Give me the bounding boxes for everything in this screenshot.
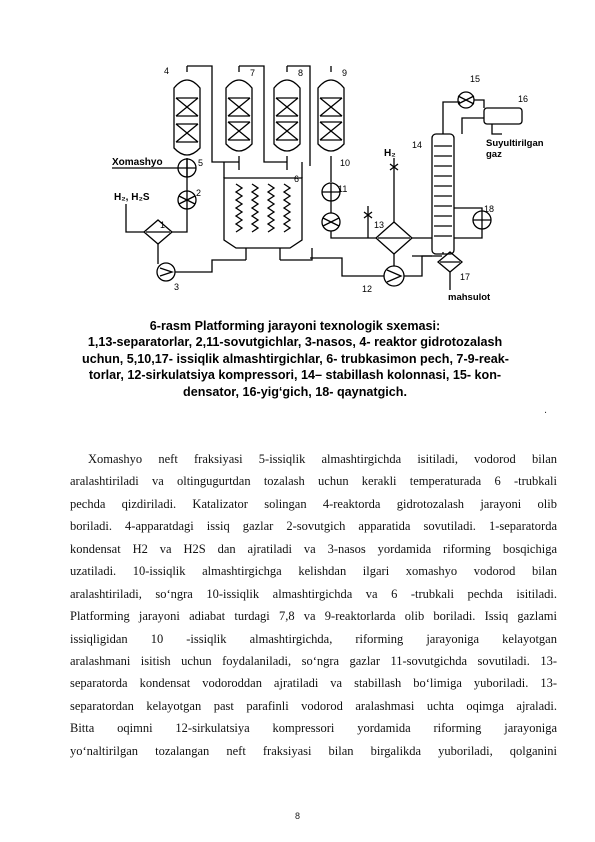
num-11: 11 <box>338 184 348 194</box>
caption-line: densator, 16-yig‘gich, 18- qaynatgich. <box>183 384 407 399</box>
process-scheme-diagram <box>112 62 558 312</box>
text-line: Xomashyo neft fraksiyasi 5-issiqlik almashtirgichda isitiladi, vodorod bilan <box>88 452 557 466</box>
text-line: aralashmani isitish uchun foydalaniladi, so‘ngra gazlar 11-sovutgichda sovutiladi. 13- <box>70 653 557 668</box>
num-1: 1 <box>160 220 166 230</box>
text-line: separatorda kondensat vodoroddan ajratiladi va stabillash bo‘limiga yuboriladi. 13- <box>70 676 557 691</box>
num-7: 7 <box>250 68 256 78</box>
num-8: 8 <box>298 68 304 78</box>
num-3: 3 <box>174 282 180 292</box>
condenser-15 <box>458 92 484 108</box>
num-6: 6 <box>294 174 300 184</box>
reactor-7 <box>226 66 252 170</box>
collector-16 <box>462 108 522 134</box>
figure-caption <box>82 318 508 400</box>
cooler-11 <box>322 201 352 238</box>
heat-exchanger-17 <box>438 252 462 290</box>
feed-label: Xomashyo <box>112 157 163 168</box>
product-label: mahsulot <box>448 292 491 303</box>
pump-3 <box>157 244 246 281</box>
corner-mark: . <box>544 404 548 416</box>
num-18: 18 <box>484 204 495 214</box>
h2-h2s-label: H₂, H₂S <box>114 192 150 203</box>
num-16: 16 <box>518 94 529 104</box>
num-5: 5 <box>198 158 204 168</box>
num-4: 4 <box>164 66 170 76</box>
caption-title: 6-rasm Platforming jarayoni texnologik sxemasi: <box>149 319 441 333</box>
text-line: issiqligidan 10 -issiqlik almashtirgichda, riforming jarayoniga kelayotgan <box>70 631 557 646</box>
num-10: 10 <box>340 158 351 168</box>
text-line: boriladi. 4-apparatdagi issiq gazlar 2-sovutgich apparatida sovutiladi. 1-separatorda <box>70 519 557 534</box>
tube-furnace-6 <box>224 162 302 260</box>
h2-label: H₂ <box>384 148 396 159</box>
caption-line: torlar, 12-sirkulatsiya kompressori, 14– stabillash kolonnasi, 15- kon- <box>88 368 502 383</box>
num-14: 14 <box>412 140 423 150</box>
compressor-12 <box>310 254 442 286</box>
text-line: separatordan kelayotgan past parafinli vodorod aralashmasi uchta oqimga ajraladi. <box>70 698 557 713</box>
body-paragraph <box>70 448 557 762</box>
num-2: 2 <box>196 188 202 198</box>
separator-1 <box>126 204 187 244</box>
text-line: aralashtiriladi, so‘ngra 10-issiqlik almashtirgichda va 6 -trubkali pechda isitiladi. <box>70 586 557 601</box>
caption-line: uchun, 5,10,17- issiqlik almashtirgichlar, 6- trubkasimon pech, 7-9-reak- <box>82 351 509 366</box>
gas-label: gaz <box>486 149 502 160</box>
text-line: uzatiladi. 10-issiqlik almashtirgichga kelishdan ilgari xomashyo vodorod bilan <box>70 564 557 579</box>
text-line: aralashtiriladi va oltingugurtdan tozalash uchun kerakli temperaturada 6 -trubkali <box>70 474 557 489</box>
separator-13 <box>352 158 412 254</box>
num-17: 17 <box>460 272 471 282</box>
text-line: Platforming jarayoni adiabat turdagi 7,8 va 9-reaktorlarda olib boriladi. Issiq gazlami <box>70 609 557 624</box>
num-12: 12 <box>362 284 373 294</box>
caption-line: 1,13-separatorlar, 2,11-sovutgichlar, 3-nasos, 4- reaktor gidrotozalash <box>87 335 503 350</box>
text-line: pechda qizdiriladi. Katalizator solingan 4-reaktorda gidrotozalash jarayoni olib <box>70 496 557 511</box>
text-line: kondensat H2 va H2S dan ajratiladi va 3-nasos yordamida riforming bosqichiga <box>70 541 557 556</box>
text-line: Bitta oqimni 12-sirkulatsiya kompressori yordamida riforming jarayoniga <box>70 721 557 736</box>
num-15: 15 <box>470 74 481 84</box>
num-9: 9 <box>342 68 348 78</box>
num-13: 13 <box>374 220 385 230</box>
text-line: yo‘naltirilgan tozalangan neft fraksiyasi bilan birgalikda yuboriladi, qolganini <box>70 743 557 758</box>
liquefied-label: Suyultirilgan <box>486 138 544 149</box>
stabilization-column-14 <box>412 102 460 254</box>
reactor-8 <box>274 66 300 170</box>
page-number: 8 <box>294 811 300 821</box>
